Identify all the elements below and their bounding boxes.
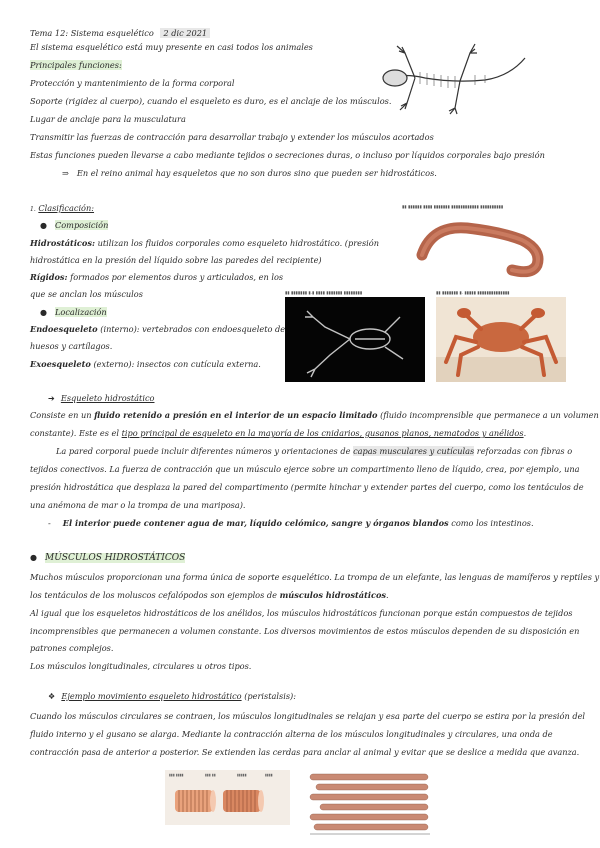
ejemplo-line2: fluido interno y el gusano se alarga. Mediante la contracción alterna de los músculos longitudinales y circulares, una onda de xyxy=(30,729,553,739)
arrow-note: ⇒ En el reino animal hay esqueletos que no son duros sino que pueden ser hidrostáticos. xyxy=(62,168,437,178)
function-2: Soporte (rigidez al cuerpo), cuando el esqueleto es duro, es el anclaje de los músculos. xyxy=(30,96,392,106)
localizacion-bullet: ● Localización xyxy=(40,307,107,317)
right-arrow-icon: ➔ xyxy=(48,393,55,403)
exoesqueleto-line: Exoesqueleto (externo): insectos con cutícula externa. xyxy=(30,359,261,369)
bullet-icon: ● xyxy=(30,553,37,562)
ejemplo-line1: Cuando los músculos circulares se contraen, los músculos longitudinales se relajan y esa parte del cuerpo se estira por la presión del xyxy=(30,711,586,721)
hidrostaticos-line-2: hidrostática en la presión del líquido sobre las paredes del recipiente) xyxy=(30,255,322,265)
function-1: Protección y mantenimiento de la forma corporal xyxy=(30,78,235,88)
hidrostatico-p2-line3: presión hidrostática que desplaza la pared del compartimento (permite hinchar y extender partes del cuerpo, como los tentáculos de xyxy=(30,482,584,492)
bullet-icon: ● xyxy=(40,221,47,230)
hidrostatico-p2-line2: tejidos conectivos. La fuerza de contracción que un músculo ejerce sobre un compartimento lleno de líquido, crea, por ejemplo, una xyxy=(30,464,580,474)
peristalsis-diagram xyxy=(306,768,436,838)
musculos-p1-line1: Muchos músculos proporcionan una forma única de soporte esquelético. La trompa de un elefante, las lenguas de mamíferos y reptiles y xyxy=(30,572,600,582)
svg-text:▮▮▮▮▮: ▮▮▮▮▮ xyxy=(237,773,247,777)
function-3: Lugar de anclaje para la musculatura xyxy=(30,114,186,124)
ejemplo-heading: ❖ Ejemplo movimiento esqueleto hidrostático (peristalsis): xyxy=(48,691,296,701)
frog-xray-photo xyxy=(285,297,425,382)
hidrostatico-p2-line4: una anémona de mar o la trompa de una mariposa). xyxy=(30,500,246,510)
hidrostatico-heading: ➔ Esqueleto hidrostático xyxy=(48,393,155,403)
function-4: Transmitir las fuerzas de contracción para desarrollar trabajo y extender los músculos acortados xyxy=(30,132,434,142)
musculos-p1-line2: los tentáculos de los moluscos cefalópodos son ejemplos de músculos hidrostáticos. xyxy=(30,590,389,600)
musculos-p2-line2: incomprensibles que permanecen a volumen constante. Los diversos movimientos de estos músculos dependen de su disposición en xyxy=(30,626,580,636)
crab-caption: ▮▮ ▮▮▮▮▮▮▮ ▮. ▮▮▮▮▮ ▮▮▮▮▮▮▮▮▮▮▮▮▮▮ xyxy=(436,290,510,295)
header-line xyxy=(30,28,210,38)
endoesqueleto-line-2: huesos y cartílagos. xyxy=(30,341,113,351)
hidrostatico-p3: - El interior puede contener agua de mar, líquido celómico, sangre y órganos blandos como los intestinos. xyxy=(48,518,534,528)
musculos-p2-line3: patrones complejos. xyxy=(30,643,114,653)
composicion-bullet: ● Composición xyxy=(40,220,109,230)
svg-text:▮▮▮ ▮▮: ▮▮▮ ▮▮ xyxy=(205,773,216,777)
musculos-heading: ● MÚSCULOS HIDROSTÁTICOS xyxy=(30,553,186,563)
hidrostaticos-line-1: Hidrostáticos: utilizan los fluidos corporales como esqueleto hidrostático. (presión xyxy=(30,238,380,248)
intro-line: El sistema esquelético está muy presente en casi todos los animales xyxy=(30,42,313,52)
xray-caption: ▮▮ ▮▮▮▮▮▮▮ ▮.▮ ▮▮▮▮ ▮▮▮▮▮▮▮ ▮▮▮▮▮▮▮▮ xyxy=(285,290,363,295)
topic-title: Tema 12: Sistema esquelético xyxy=(30,28,154,38)
rigidos-line-1: Rígidos: formados por elementos duros y articulados, en los xyxy=(30,272,284,282)
endoesqueleto-line-1: Endoesqueleto (interno): vertebrados con endoesqueleto de xyxy=(30,324,286,334)
muscle-layers-diagram xyxy=(165,770,290,825)
function-5: Estas funciones pueden llevarse a cabo mediante tejidos o secreciones duras, o incluso por líquidos corporales bajo presión xyxy=(30,150,545,160)
functions-title: Principales funciones: xyxy=(30,60,122,70)
hidrostatico-p1-line1: Consiste en un fluido retenido a presión en el interior de un espacio limitado (fluido incomprensible que permanece a un volumen xyxy=(30,410,599,420)
rigidos-line-2: que se anclan los músculos xyxy=(30,289,143,299)
earthworm-caption: ▮▮ ▮▮▮▮▮▮ ▮▮▮▮ ▮▮▮▮▮▮▮ ▮▮▮▮▮▮▮▮▮▮▮▮ ▮▮▮▮▮▮▮▮▮▮ xyxy=(402,204,504,209)
musculos-p2-line1: Al igual que los esqueletos hidrostáticos de los anélidos, los músculos hidrostáticos funcionan porque están compuestos de tejidos xyxy=(30,608,573,618)
crab-photo xyxy=(436,297,566,382)
bullet-icon: ● xyxy=(40,308,47,317)
hidrostatico-p2-line1: La pared corporal puede incluir diferentes números y orientaciones de capas musculares y cutículas reforzadas con fibras o xyxy=(56,446,573,456)
svg-text:▮▮▮▮: ▮▮▮▮ xyxy=(265,773,273,777)
earthworm-photo xyxy=(402,210,557,285)
diamond-bullet-icon: ❖ xyxy=(48,691,56,701)
ejemplo-line3: contracción pasa de anterior a posterior. Se extienden las cerdas para anclar al animal y evitar que se deslice a medida que avanza. xyxy=(30,747,580,757)
double-arrow-icon: ⇒ xyxy=(62,168,69,178)
svg-text:▮▮▮ ▮▮▮▮: ▮▮▮ ▮▮▮▮ xyxy=(169,773,184,777)
clasificacion-heading: 1. Clasificación: xyxy=(30,203,95,213)
musculos-p3: Los músculos longitudinales, circulares u otros tipos. xyxy=(30,661,252,671)
date-badge: 2 dic 2021 xyxy=(160,28,210,38)
hidrostatico-p1-line2: constante). Este es el tipo principal de esqueleto en la mayoría de los cnidarios, gusanos planos, nematodos y anélidos. xyxy=(30,428,527,438)
